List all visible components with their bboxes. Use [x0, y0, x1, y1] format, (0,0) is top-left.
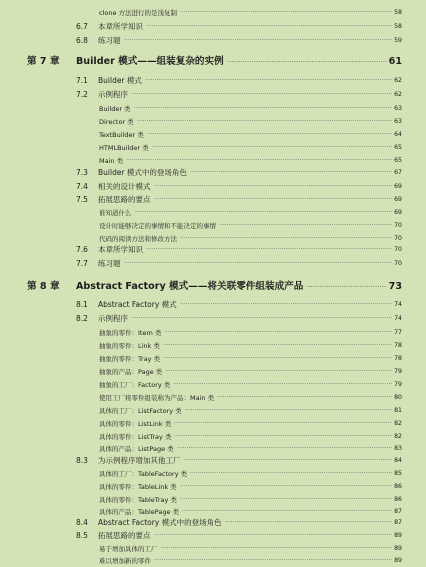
dot-leader — [184, 455, 398, 467]
dot-leader — [190, 167, 398, 179]
entry-title: 本章所学知识 — [98, 22, 143, 31]
entry-title: 抽象的零件：Link 类 — [99, 342, 160, 350]
entry-title: 拓展思路的要点 — [98, 195, 151, 204]
entry-title: 谁知道什么 — [99, 209, 132, 217]
subsection-entry[interactable] — [0, 353, 426, 365]
entry-title: Builder 模式 — [98, 76, 142, 85]
subsection-entry[interactable] — [0, 443, 426, 455]
entry-title: 设计时能够决定的事情和不能决定的事情 — [99, 222, 216, 230]
section-entry[interactable] — [0, 21, 426, 33]
subsection-entry[interactable] — [0, 142, 426, 154]
entry-title: 具体的零件：TableLink 类 — [99, 483, 177, 491]
subsection-entry[interactable] — [0, 155, 426, 167]
dot-leader — [154, 181, 398, 193]
section-number: 7.7 — [76, 259, 88, 268]
page-number: 86 — [394, 483, 402, 490]
page-number: 62 — [394, 77, 402, 84]
dot-leader — [163, 340, 398, 352]
page-number: 77 — [394, 329, 402, 336]
section-entry[interactable] — [0, 194, 426, 206]
page-number: 58 — [394, 23, 402, 30]
section-number: 8.4 — [76, 518, 88, 527]
entry-title: Abstract Factory 模式中的登场角色 — [98, 518, 222, 527]
page-number: 89 — [394, 532, 402, 539]
page-number: 69 — [394, 209, 402, 216]
entry-title: 具体的工厂：TableFactory 类 — [99, 470, 188, 478]
page-number: 65 — [394, 157, 402, 164]
dot-leader — [190, 468, 398, 480]
page-number: 70 — [394, 260, 402, 267]
entry-title: 相关的设计模式 — [98, 182, 151, 191]
dot-leader — [124, 35, 398, 47]
page-number: 58 — [394, 9, 402, 16]
dot-leader — [152, 142, 398, 154]
dot-leader — [154, 194, 398, 206]
section-number: 8.2 — [76, 314, 88, 323]
entry-title: 具体的零件：ListLink 类 — [99, 420, 172, 428]
section-entry[interactable] — [0, 313, 426, 325]
entry-title: 易于增加具体的工厂 — [99, 545, 158, 553]
entry-title: Director 类 — [99, 118, 134, 126]
subsection-entry[interactable] — [0, 543, 426, 555]
page-number: 61 — [388, 56, 402, 67]
dot-leader — [174, 431, 398, 443]
page-number: 69 — [394, 183, 402, 190]
section-entry[interactable] — [0, 455, 426, 467]
section-entry[interactable] — [0, 167, 426, 179]
subsection-entry[interactable] — [0, 207, 426, 219]
section-number: 6.7 — [76, 22, 88, 31]
subsection-entry[interactable] — [0, 340, 426, 352]
entry-title: clone 方法进行的是浅复制 — [99, 9, 178, 17]
section-number: 8.5 — [76, 531, 88, 540]
subsection-entry[interactable] — [0, 392, 426, 404]
chapter-entry[interactable] — [0, 54, 426, 70]
entry-title: 抽象的工厂：Factory 类 — [99, 381, 171, 389]
page-number: 73 — [388, 281, 402, 292]
page-number: 82 — [394, 420, 402, 427]
entry-title: TextBuilder 类 — [99, 131, 144, 139]
section-entry[interactable] — [0, 75, 426, 87]
entry-title: HTMLBuilder 类 — [99, 144, 149, 152]
page-number: 65 — [394, 144, 402, 151]
entry-title: 具体的产品：TablePage 类 — [99, 508, 180, 516]
page-number: 83 — [394, 445, 402, 452]
chapter-number: 第 7 章 — [27, 56, 60, 67]
entry-title: 具体的零件：ListTray 类 — [99, 433, 172, 441]
page-number: 79 — [394, 381, 402, 388]
subsection-entry[interactable] — [0, 379, 426, 391]
entry-title: Builder 类 — [99, 105, 131, 113]
dot-leader — [146, 21, 398, 33]
section-number: 7.5 — [76, 195, 88, 204]
entry-title: 具体的零件：TableTray 类 — [99, 496, 177, 504]
page-number: 74 — [394, 315, 402, 322]
section-entry[interactable] — [0, 244, 426, 256]
dot-leader — [180, 7, 398, 19]
chapter-number: 第 8 章 — [27, 281, 60, 292]
page-number: 87 — [394, 519, 402, 526]
subsection-entry[interactable] — [0, 103, 426, 115]
subsection-entry[interactable] — [0, 405, 426, 417]
page-number: 64 — [394, 131, 402, 138]
page-number: 81 — [394, 407, 402, 414]
entry-title: Abstract Factory 模式 — [98, 300, 177, 309]
page-number: 62 — [394, 91, 402, 98]
dot-leader — [145, 75, 398, 87]
dot-leader — [163, 353, 398, 365]
page-number: 79 — [394, 368, 402, 375]
page-number: 78 — [394, 355, 402, 362]
section-entry[interactable] — [0, 181, 426, 193]
dot-leader — [135, 207, 398, 219]
entry-title: 抽象的零件：Item 类 — [99, 329, 162, 337]
entry-title: 拓展思路的要点 — [98, 531, 151, 540]
chapter-entry[interactable] — [0, 279, 426, 295]
dot-leader — [219, 220, 398, 232]
page-number: 89 — [394, 545, 402, 552]
dot-leader — [225, 517, 398, 529]
entry-title: 练习题 — [98, 259, 121, 268]
subsection-entry[interactable] — [0, 494, 426, 506]
page-number: 82 — [394, 433, 402, 440]
entry-title: 抽象的零件：Tray 类 — [99, 355, 161, 363]
entry-title: 示例程序 — [98, 314, 128, 323]
section-entry[interactable] — [0, 258, 426, 270]
subsection-entry[interactable] — [0, 7, 426, 19]
page-number: 86 — [394, 496, 402, 503]
section-number: 7.3 — [76, 168, 88, 177]
page-number: 70 — [394, 246, 402, 253]
section-entry[interactable] — [0, 299, 426, 311]
subsection-entry[interactable] — [0, 129, 426, 141]
section-entry[interactable] — [0, 89, 426, 101]
dot-leader — [165, 366, 398, 378]
dot-leader — [227, 54, 390, 70]
dot-leader — [185, 405, 398, 417]
subsection-entry[interactable] — [0, 220, 426, 232]
dot-leader — [164, 327, 398, 339]
dot-leader — [147, 129, 398, 141]
dot-leader — [154, 530, 398, 542]
entry-title: 练习题 — [98, 36, 121, 45]
page-number: 78 — [394, 342, 402, 349]
dot-leader — [180, 481, 398, 493]
entry-title: 具体的产品：ListPage 类 — [99, 445, 174, 453]
dot-leader — [146, 244, 398, 256]
section-number: 7.1 — [76, 76, 88, 85]
subsection-entry[interactable] — [0, 418, 426, 430]
entry-title: 具体的工厂：ListFactory 类 — [99, 407, 182, 415]
page-number: 74 — [394, 301, 402, 308]
subsection-entry[interactable] — [0, 481, 426, 493]
section-entry[interactable] — [0, 530, 426, 542]
section-number: 7.2 — [76, 90, 88, 99]
page-number: 87 — [394, 508, 402, 515]
page-number: 80 — [394, 394, 402, 401]
entry-title: 难以增加新的零件 — [99, 557, 151, 565]
dot-leader — [124, 258, 398, 270]
entry-title: 为示例程序增加其他工厂 — [98, 456, 181, 465]
dot-leader — [180, 299, 398, 311]
section-number: 7.4 — [76, 182, 88, 191]
dot-leader — [137, 116, 398, 128]
page-number: 59 — [394, 37, 402, 44]
subsection-entry[interactable] — [0, 327, 426, 339]
entry-title: 抽象的产品：Page 类 — [99, 368, 163, 376]
subsection-entry[interactable] — [0, 366, 426, 378]
page-number: 63 — [394, 105, 402, 112]
page-number: 70 — [394, 222, 402, 229]
page-number: 89 — [394, 557, 402, 564]
entry-title: 使用工厂将零件组装称为产品：Main 类 — [99, 394, 215, 402]
page-number: 84 — [394, 457, 402, 464]
section-number: 8.3 — [76, 456, 88, 465]
subsection-entry[interactable] — [0, 116, 426, 128]
section-number: 6.8 — [76, 36, 88, 45]
dot-leader — [180, 494, 398, 506]
entry-title: 示例程序 — [98, 90, 128, 99]
section-entry[interactable] — [0, 517, 426, 529]
dot-leader — [173, 379, 398, 391]
entry-title: Main 类 — [99, 157, 124, 165]
page-number: 70 — [394, 235, 402, 242]
section-number: 7.6 — [76, 245, 88, 254]
page-number: 69 — [394, 196, 402, 203]
subsection-entry[interactable] — [0, 431, 426, 443]
dot-leader — [131, 313, 398, 325]
subsection-entry[interactable] — [0, 555, 426, 567]
dot-leader — [134, 103, 398, 115]
dot-leader — [217, 392, 398, 404]
page-number: 85 — [394, 470, 402, 477]
dot-leader — [126, 155, 398, 167]
entry-title: 代码的阅读方法和修改方法 — [99, 235, 177, 243]
dot-leader — [161, 543, 398, 555]
section-entry[interactable] — [0, 35, 426, 47]
entry-title: Builder 模式——组装复杂的实例 — [76, 56, 224, 67]
dot-leader — [174, 418, 398, 430]
dot-leader — [177, 443, 398, 455]
dot-leader — [154, 555, 398, 567]
dot-leader — [131, 89, 398, 101]
section-number: 8.1 — [76, 300, 88, 309]
dot-leader — [306, 279, 390, 295]
entry-title: Builder 模式中的登场角色 — [98, 168, 187, 177]
page-number: 67 — [394, 169, 402, 176]
entry-title: 本章所学知识 — [98, 245, 143, 254]
entry-title: Abstract Factory 模式——将关联零件组装成产品 — [76, 281, 304, 292]
subsection-entry[interactable] — [0, 468, 426, 480]
page-number: 63 — [394, 118, 402, 125]
